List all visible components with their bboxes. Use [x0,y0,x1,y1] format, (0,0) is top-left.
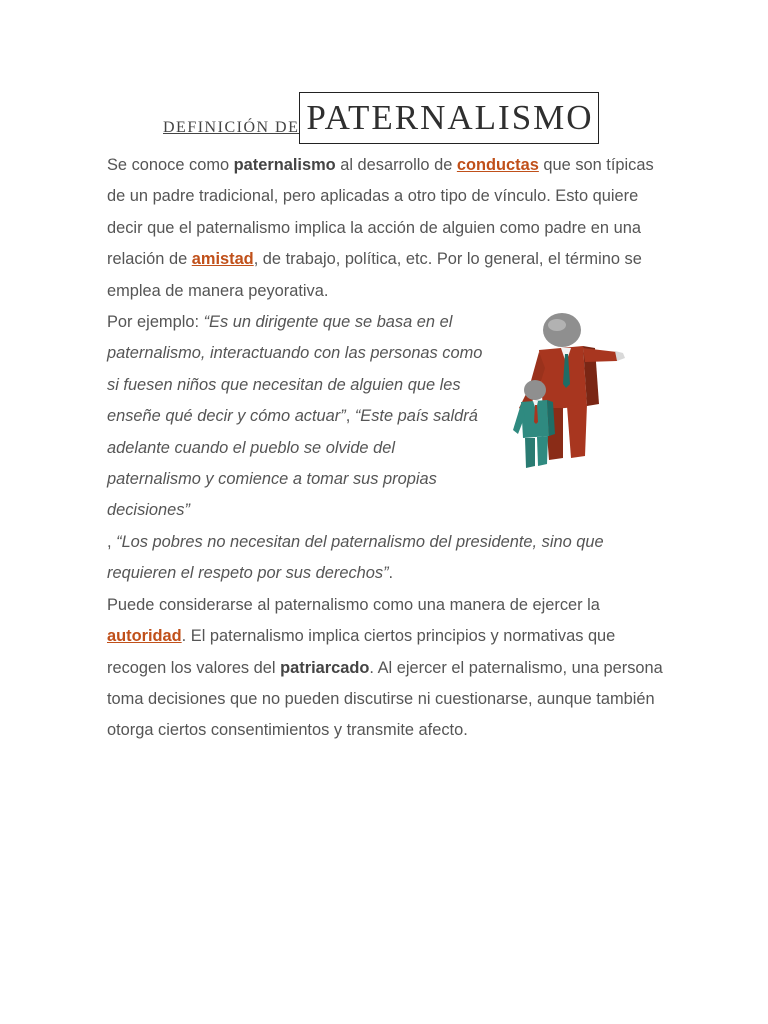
example-quote-3: “Los pobres no necesitan del paternalismo del presidente, sino que requieren el respeto por sus derechos” [107,532,604,583]
text: , [107,532,117,551]
examples-paragraph [107,307,487,527]
text: Por ejemplo: [107,313,204,332]
example-quote-2: “Este país saldrá adelante cuando el pueblo se olvide del paternalismo y comience a tomar sus propias decisiones” [107,407,478,520]
text: , de trabajo, política, etc. Por lo general, el término se emplea de manera peyorativa. [107,250,642,300]
text: al desarrollo de [335,156,457,174]
text: . [388,564,394,583]
authority-paragraph [107,590,667,747]
text: . Al ejercer el paternalismo, una persona toma decisiones que no pueden discutirse ni cuestionarse, aunque también otorga ciertos consentimientos y transmite afecto. [107,658,663,740]
text: , [345,407,355,426]
link-amistad[interactable]: amistad [191,250,254,269]
text: Puede considerarse al paternalismo como una manera de ejercer la [107,595,600,614]
text: . El paternalismo implica ciertos principios y normativas que recogen los valores del [107,627,616,677]
link-conductas[interactable]: conductas [456,156,539,174]
examples-continuation [107,527,667,590]
title-prefix: DEFINICIÓN DE [163,119,300,136]
father-son-icon [505,308,635,473]
term-paternalismo: paternalismo [233,156,336,174]
link-autoridad[interactable]: autoridad [107,627,182,646]
text: Se conoce como [107,156,234,174]
term-patriarcado: patriarcado [280,658,370,677]
text: que son típicas de un padre tradicional, pero aplicadas a otro tipo de vínculo. Esto quiere decir que el paternalismo implica la acción de alguien como padre en una relación de [107,156,654,269]
father-son-illustration [505,308,635,473]
definition-paragraph [107,150,667,307]
title-keyword-box: PATERNALISMO [299,92,598,144]
page-title [163,92,599,144]
example-quote-1: “Es un dirigente que se basa en el paternalismo, interactuando con las personas como si fuesen niños que necesitan de alguien que les enseñe qué decir y cómo actuar” [107,313,483,426]
